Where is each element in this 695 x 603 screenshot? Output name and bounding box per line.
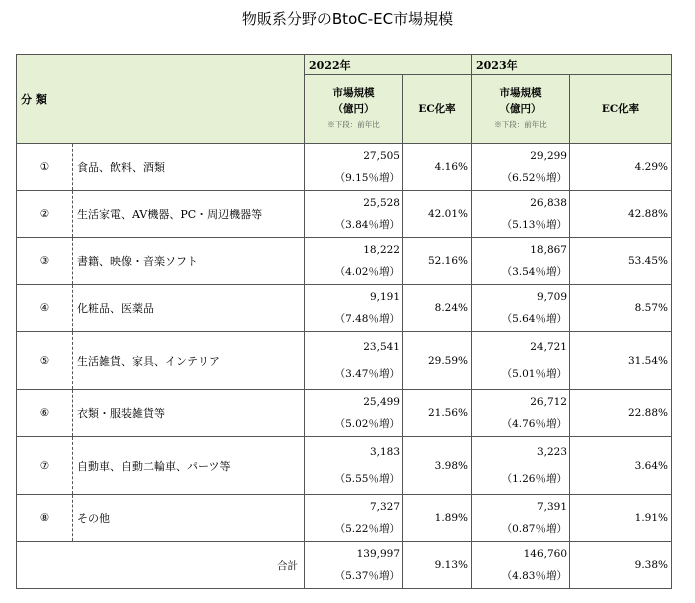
market-value: 24,721 <box>530 340 567 353</box>
row-number: ④ <box>17 285 73 332</box>
market-size-unit: （億円） <box>332 103 375 115</box>
ec-rate-2022: 8.24% <box>403 285 472 332</box>
growth-value: （0.87％増） <box>501 523 567 535</box>
table-row <box>17 390 672 437</box>
year-2022-header-spacer <box>403 55 472 75</box>
growth-value: （3.54％増） <box>501 266 567 278</box>
growth-value: （3.47％増） <box>334 367 400 380</box>
ec-rate-2022: 21.56% <box>403 390 472 437</box>
total-row <box>17 542 672 589</box>
market-value: 3,183 <box>369 445 400 458</box>
market-value: 23,541 <box>363 340 400 353</box>
row-category: 衣類・服装雑貨等 <box>73 390 305 437</box>
market-value: 29,299 <box>530 150 567 162</box>
market-2022 <box>305 144 403 191</box>
ec-rate-2023: 8.57% <box>570 285 672 332</box>
row-number: ⑤ <box>17 332 73 390</box>
table-row <box>17 238 672 285</box>
row-number: ⑦ <box>17 437 73 495</box>
table-row <box>17 437 672 495</box>
market-value: 18,222 <box>363 244 400 256</box>
market-value: 9,191 <box>369 291 400 303</box>
growth-value: （5.02％増） <box>334 418 400 430</box>
market-value: 27,505 <box>363 150 400 162</box>
market-2023 <box>472 437 570 495</box>
ec-rate-2023: 22.88% <box>570 390 672 437</box>
growth-value: （7.48％増） <box>334 313 400 325</box>
row-number: ⑧ <box>17 495 73 542</box>
market-2023 <box>472 495 570 542</box>
row-category: 食品、飲料、酒類 <box>73 144 305 191</box>
growth-value: （4.76％増） <box>501 418 567 430</box>
ec-rate-2023: 31.54% <box>570 332 672 390</box>
ec-rate-2022: 4.16% <box>403 144 472 191</box>
market-value: 26,712 <box>530 396 567 408</box>
total-market-2023 <box>472 542 570 589</box>
market-size-header-2022 <box>305 75 403 144</box>
row-category: その他 <box>73 495 305 542</box>
growth-value: （4.02％増） <box>334 266 400 278</box>
market-value: 18,867 <box>530 244 567 256</box>
row-number: ③ <box>17 238 73 285</box>
total-market-2022 <box>305 542 403 589</box>
row-category: 生活家電、AV機器、PC・周辺機器等 <box>73 191 305 238</box>
row-category: 化粧品、医薬品 <box>73 285 305 332</box>
market-value: 26,838 <box>530 197 567 209</box>
year-2022-header: 2022年 <box>305 55 403 75</box>
growth-value: （5.37％増） <box>334 570 400 582</box>
market-value: 25,528 <box>363 197 400 209</box>
row-number: ② <box>17 191 73 238</box>
market-2023 <box>472 191 570 238</box>
year-2023-header: 2023年 <box>472 55 570 75</box>
total-label: 合計 <box>17 542 305 589</box>
growth-value: （4.83％増） <box>501 570 567 582</box>
market-2023 <box>472 238 570 285</box>
table-row <box>17 495 672 542</box>
ec-rate-2023: 1.91% <box>570 495 672 542</box>
row-number: ① <box>17 144 73 191</box>
growth-value: （3.84％増） <box>334 219 400 231</box>
market-value: 7,391 <box>536 501 567 513</box>
growth-value: （5.13％増） <box>501 219 567 231</box>
page-title: 物販系分野のBtoC-EC市場規模 <box>241 10 454 28</box>
market-table <box>16 54 672 589</box>
ec-rate-2023: 53.45% <box>570 238 672 285</box>
ec-rate-2023: 4.29% <box>570 144 672 191</box>
table-row <box>17 332 672 390</box>
market-2023 <box>472 390 570 437</box>
row-category: 書籍、映像・音楽ソフト <box>73 238 305 285</box>
ec-rate-header-2023: EC化率 <box>570 75 672 144</box>
ec-rate-2022: 52.16% <box>403 238 472 285</box>
growth-value: （5.01％増） <box>501 367 567 380</box>
growth-value: （5.22％増） <box>334 523 400 535</box>
market-value: 7,327 <box>369 501 400 513</box>
market-size-note: ※下段：前年比 <box>494 120 547 129</box>
market-value: 146,760 <box>523 548 567 560</box>
market-2023 <box>472 144 570 191</box>
market-2022 <box>305 238 403 285</box>
market-2022 <box>305 191 403 238</box>
market-size-label: 市場規模 <box>499 87 542 99</box>
market-size-header-2023 <box>472 75 570 144</box>
ec-rate-2023: 3.64% <box>570 437 672 495</box>
market-value: 139,997 <box>356 548 400 560</box>
year-2023-header-spacer <box>570 55 672 75</box>
market-value: 25,499 <box>363 396 400 408</box>
growth-value: （9.15％増） <box>334 172 400 184</box>
market-2022 <box>305 285 403 332</box>
growth-value: （5.55％増） <box>334 472 400 485</box>
market-value: 3,223 <box>536 445 567 458</box>
ec-rate-2022: 42.01% <box>403 191 472 238</box>
category-header-cell <box>17 55 73 144</box>
table-row <box>17 191 672 238</box>
market-2023 <box>472 285 570 332</box>
ec-rate-2022: 29.59% <box>403 332 472 390</box>
market-2022 <box>305 390 403 437</box>
row-category: 自動車、自動二輪車、パーツ等 <box>73 437 305 495</box>
row-number: ⑥ <box>17 390 73 437</box>
market-value: 9,709 <box>536 291 567 303</box>
market-2022 <box>305 437 403 495</box>
row-category: 生活雑貨、家具、インテリア <box>73 332 305 390</box>
total-ec-rate-2023: 9.38% <box>570 542 672 589</box>
ec-rate-2022: 1.89% <box>403 495 472 542</box>
table-row <box>17 285 672 332</box>
ec-rate-2022: 3.98% <box>403 437 472 495</box>
market-size-note: ※下段：前年比 <box>327 120 380 129</box>
category-header-spacer <box>73 55 305 144</box>
market-2023 <box>472 332 570 390</box>
ec-rate-2023: 42.88% <box>570 191 672 238</box>
category-header: 分 類 <box>21 93 47 106</box>
growth-value: （6.52％増） <box>501 172 567 184</box>
ec-rate-header-2022: EC化率 <box>403 75 472 144</box>
year-header-row <box>17 55 672 75</box>
total-ec-rate-2022: 9.13% <box>403 542 472 589</box>
market-2022 <box>305 332 403 390</box>
market-2022 <box>305 495 403 542</box>
table-row <box>17 144 672 191</box>
market-size-label: 市場規模 <box>332 87 375 99</box>
growth-value: （5.64％増） <box>501 313 567 325</box>
growth-value: （1.26％増） <box>501 472 567 485</box>
market-size-unit: （億円） <box>499 103 542 115</box>
